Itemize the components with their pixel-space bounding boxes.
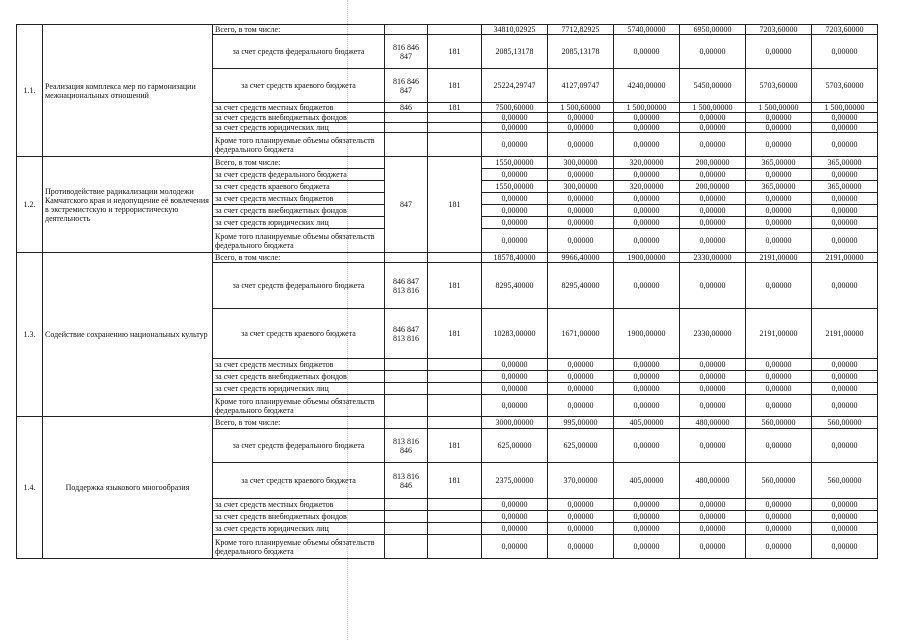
kbk-code: 816 846 847 [385, 69, 428, 103]
funding-source-label: за счет средств федерального бюджета [213, 263, 385, 309]
amount-cell: 1900,00000 [614, 253, 680, 263]
amount-cell: 0,00000 [746, 371, 812, 383]
amount-cell: 405,00000 [614, 417, 680, 429]
kbk-code [385, 359, 428, 371]
amount-cell: 2330,00000 [680, 253, 746, 263]
amount-cell: 0,00000 [746, 113, 812, 123]
amount-cell: 0,00000 [548, 395, 614, 417]
kbk-code [385, 123, 428, 133]
kbk-code: 846 847 813 816 [385, 309, 428, 359]
amount-cell: 0,00000 [812, 193, 878, 205]
amount-cell: 2085,13178 [548, 35, 614, 69]
amount-cell: 560,00000 [746, 463, 812, 499]
amount-cell: 0,00000 [746, 499, 812, 511]
amount-cell: 2330,00000 [680, 309, 746, 359]
grbs-code [428, 113, 482, 123]
measure-name: Противодействие радикализации молодежи Камчатского края и недопущение её вовлечения в экстремистскую и террористическую деятельность [43, 157, 213, 253]
amount-cell: 0,00000 [482, 113, 548, 123]
amount-cell: 365,00000 [746, 157, 812, 169]
amount-cell: 0,00000 [746, 535, 812, 559]
amount-cell: 625,00000 [548, 429, 614, 463]
amount-cell: 0,00000 [746, 169, 812, 181]
amount-cell: 0,00000 [746, 229, 812, 253]
amount-cell: 0,00000 [614, 133, 680, 157]
amount-cell: 320,00000 [614, 157, 680, 169]
budget-table [16, 24, 878, 559]
amount-cell: 0,00000 [482, 205, 548, 217]
amount-cell: 0,00000 [812, 383, 878, 395]
amount-cell: 0,00000 [812, 395, 878, 417]
amount-cell: 0,00000 [548, 123, 614, 133]
amount-cell: 625,00000 [482, 429, 548, 463]
amount-cell: 0,00000 [614, 263, 680, 309]
amount-cell: 0,00000 [482, 535, 548, 559]
amount-cell: 0,00000 [746, 511, 812, 523]
amount-cell: 0,00000 [680, 383, 746, 395]
grbs-code [428, 511, 482, 523]
grbs-code: 181 [428, 35, 482, 69]
amount-cell: 0,00000 [548, 359, 614, 371]
table-row [17, 157, 878, 169]
item-number: 1.1. [17, 25, 43, 157]
amount-cell: 405,00000 [614, 463, 680, 499]
item-number: 1.3. [17, 253, 43, 417]
amount-cell: 300,00000 [548, 181, 614, 193]
amount-cell: 4127,09747 [548, 69, 614, 103]
funding-source-label: за счет средств юридических лиц [213, 123, 385, 133]
amount-cell: 0,00000 [482, 395, 548, 417]
amount-cell: 0,00000 [614, 193, 680, 205]
funding-source-label: за счет средств юридических лиц [213, 217, 385, 229]
amount-cell: 1671,00000 [548, 309, 614, 359]
amount-cell: 0,00000 [614, 205, 680, 217]
amount-cell: 0,00000 [746, 359, 812, 371]
amount-cell: 0,00000 [482, 511, 548, 523]
amount-cell: 560,00000 [812, 463, 878, 499]
kbk-code: 816 846 847 [385, 35, 428, 69]
amount-cell: 0,00000 [614, 229, 680, 253]
amount-cell: 7203,60000 [812, 25, 878, 35]
grbs-code [428, 123, 482, 133]
amount-cell: 0,00000 [548, 133, 614, 157]
amount-cell: 34810,02925 [482, 25, 548, 35]
amount-cell: 0,00000 [680, 35, 746, 69]
amount-cell: 18578,40000 [482, 253, 548, 263]
amount-cell: 0,00000 [812, 229, 878, 253]
amount-cell: 1 500,60000 [548, 103, 614, 113]
amount-cell: 0,00000 [614, 217, 680, 229]
amount-cell: 995,00000 [548, 417, 614, 429]
grbs-code: 181 [428, 309, 482, 359]
kbk-code [385, 25, 428, 35]
amount-cell: 0,00000 [548, 511, 614, 523]
amount-cell: 2375,00000 [482, 463, 548, 499]
amount-cell: 0,00000 [614, 395, 680, 417]
amount-cell: 25224,29747 [482, 69, 548, 103]
funding-source-label: Всего, в том числе: [213, 253, 385, 263]
measure-name: Поддержка языкового многообразия [43, 417, 213, 559]
amount-cell: 0,00000 [680, 169, 746, 181]
amount-cell: 2085,13178 [482, 35, 548, 69]
grbs-code: 181 [428, 463, 482, 499]
grbs-code [428, 383, 482, 395]
kbk-code [385, 253, 428, 263]
amount-cell: 365,00000 [746, 181, 812, 193]
grbs-code [428, 133, 482, 157]
amount-cell: 8295,40000 [482, 263, 548, 309]
amount-cell: 0,00000 [614, 499, 680, 511]
amount-cell: 0,00000 [812, 371, 878, 383]
amount-cell: 0,00000 [746, 429, 812, 463]
amount-cell: 0,00000 [746, 523, 812, 535]
amount-cell: 0,00000 [812, 123, 878, 133]
funding-source-label: за счет средств местных бюджетов [213, 499, 385, 511]
amount-cell: 7712,82925 [548, 25, 614, 35]
funding-source-label: за счет средств юридических лиц [213, 523, 385, 535]
funding-source-label: за счет средств местных бюджетов [213, 103, 385, 113]
amount-cell: 0,00000 [614, 511, 680, 523]
amount-cell: 0,00000 [548, 229, 614, 253]
grbs-code [428, 359, 482, 371]
amount-cell: 7203,60000 [746, 25, 812, 35]
amount-cell: 1 500,00000 [680, 103, 746, 113]
amount-cell: 4240,00000 [614, 69, 680, 103]
amount-cell: 365,00000 [812, 157, 878, 169]
amount-cell: 0,00000 [482, 123, 548, 133]
amount-cell: 0,00000 [680, 511, 746, 523]
amount-cell: 2191,00000 [746, 309, 812, 359]
amount-cell: 0,00000 [548, 169, 614, 181]
funding-source-label: за счет средств краевого бюджета [213, 181, 385, 193]
grbs-code: 181 [428, 69, 482, 103]
amount-cell: 0,00000 [746, 263, 812, 309]
amount-cell: 0,00000 [812, 35, 878, 69]
amount-cell: 200,00000 [680, 181, 746, 193]
amount-cell: 0,00000 [548, 499, 614, 511]
amount-cell: 365,00000 [812, 181, 878, 193]
amount-cell: 0,00000 [812, 263, 878, 309]
amount-cell: 0,00000 [746, 35, 812, 69]
amount-cell: 560,00000 [812, 417, 878, 429]
amount-cell: 7500,60000 [482, 103, 548, 113]
amount-cell: 0,00000 [812, 359, 878, 371]
kbk-code: 846 847 813 816 [385, 263, 428, 309]
amount-cell: 0,00000 [614, 535, 680, 559]
amount-cell: 0,00000 [680, 217, 746, 229]
amount-cell: 10283,00000 [482, 309, 548, 359]
amount-cell: 480,00000 [680, 463, 746, 499]
amount-cell: 0,00000 [746, 383, 812, 395]
amount-cell: 0,00000 [548, 523, 614, 535]
amount-cell: 8295,40000 [548, 263, 614, 309]
amount-cell: 0,00000 [812, 511, 878, 523]
amount-cell: 0,00000 [482, 371, 548, 383]
amount-cell: 0,00000 [680, 371, 746, 383]
amount-cell: 0,00000 [680, 263, 746, 309]
kbk-code [385, 499, 428, 511]
amount-cell: 480,00000 [680, 417, 746, 429]
amount-cell: 0,00000 [614, 359, 680, 371]
amount-cell: 200,00000 [680, 157, 746, 169]
amount-cell: 5703,60000 [746, 69, 812, 103]
item-number: 1.4. [17, 417, 43, 559]
grbs-code [428, 523, 482, 535]
grbs-code: 181 [428, 103, 482, 113]
amount-cell: 0,00000 [614, 523, 680, 535]
measure-name: Содействие сохранению национальных культур [43, 253, 213, 417]
amount-cell: 6950,00000 [680, 25, 746, 35]
amount-cell: 0,00000 [680, 429, 746, 463]
amount-cell: 0,00000 [680, 499, 746, 511]
kbk-code [385, 535, 428, 559]
amount-cell: 0,00000 [482, 217, 548, 229]
grbs-code: 181 [428, 263, 482, 309]
amount-cell: 0,00000 [614, 383, 680, 395]
amount-cell: 5450,00000 [680, 69, 746, 103]
amount-cell: 0,00000 [746, 193, 812, 205]
amount-cell: 0,00000 [680, 205, 746, 217]
amount-cell: 0,00000 [482, 383, 548, 395]
funding-source-label: за счет средств внебюджетных фондов [213, 205, 385, 217]
funding-source-label: Всего, в том числе: [213, 157, 385, 169]
amount-cell: 1550,00000 [482, 181, 548, 193]
grbs-code [428, 417, 482, 429]
amount-cell: 1 500,00000 [812, 103, 878, 113]
amount-cell: 2191,00000 [812, 253, 878, 263]
grbs-code [428, 25, 482, 35]
kbk-code [385, 133, 428, 157]
grbs-code [428, 371, 482, 383]
funding-source-label: за счет средств внебюджетных фондов [213, 511, 385, 523]
funding-source-label: за счет средств внебюджетных фондов [213, 113, 385, 123]
amount-cell: 0,00000 [746, 123, 812, 133]
amount-cell: 0,00000 [548, 371, 614, 383]
funding-source-label: за счет средств краевого бюджета [213, 309, 385, 359]
amount-cell: 5703,60000 [812, 69, 878, 103]
amount-cell: 0,00000 [548, 383, 614, 395]
amount-cell: 9966,40000 [548, 253, 614, 263]
amount-cell: 0,00000 [614, 113, 680, 123]
amount-cell: 1550,00000 [482, 157, 548, 169]
amount-cell: 0,00000 [746, 217, 812, 229]
amount-cell: 0,00000 [548, 193, 614, 205]
kbk-code [385, 371, 428, 383]
funding-source-label: за счет средств краевого бюджета [213, 463, 385, 499]
amount-cell: 0,00000 [680, 229, 746, 253]
funding-source-label: за счет средств внебюджетных фондов [213, 371, 385, 383]
kbk-code [385, 395, 428, 417]
grbs-code [428, 535, 482, 559]
funding-source-label: Кроме того планируемые объемы обязательств федерального бюджета [213, 535, 385, 559]
amount-cell: 0,00000 [482, 133, 548, 157]
amount-cell: 0,00000 [614, 371, 680, 383]
funding-source-label: за счет средств местных бюджетов [213, 359, 385, 371]
amount-cell: 3000,00000 [482, 417, 548, 429]
amount-cell: 0,00000 [614, 169, 680, 181]
amount-cell: 1900,00000 [614, 309, 680, 359]
amount-cell: 560,00000 [746, 417, 812, 429]
funding-source-label: Кроме того планируемые объемы обязательств федерального бюджета [213, 133, 385, 157]
amount-cell: 0,00000 [812, 523, 878, 535]
funding-source-label: Всего, в том числе: [213, 417, 385, 429]
funding-source-label: за счет средств федерального бюджета [213, 35, 385, 69]
kbk-code [385, 523, 428, 535]
funding-source-label: за счет средств юридических лиц [213, 383, 385, 395]
amount-cell: 2191,00000 [812, 309, 878, 359]
item-number: 1.2. [17, 157, 43, 253]
grbs-code: 181 [428, 429, 482, 463]
table-row [17, 417, 878, 429]
kbk-code [385, 417, 428, 429]
amount-cell: 300,00000 [548, 157, 614, 169]
kbk-code: 846 [385, 103, 428, 113]
amount-cell: 0,00000 [680, 193, 746, 205]
amount-cell: 0,00000 [614, 429, 680, 463]
kbk-code [385, 383, 428, 395]
amount-cell: 0,00000 [812, 535, 878, 559]
amount-cell: 0,00000 [812, 113, 878, 123]
amount-cell: 0,00000 [812, 499, 878, 511]
amount-cell: 2191,00000 [746, 253, 812, 263]
kbk-code: 813 816 846 [385, 429, 428, 463]
amount-cell: 0,00000 [548, 205, 614, 217]
amount-cell: 0,00000 [812, 217, 878, 229]
table-row [17, 25, 878, 35]
amount-cell: 370,00000 [548, 463, 614, 499]
amount-cell: 0,00000 [614, 35, 680, 69]
amount-cell: 0,00000 [680, 395, 746, 417]
amount-cell: 0,00000 [482, 193, 548, 205]
amount-cell: 0,00000 [746, 133, 812, 157]
amount-cell: 0,00000 [482, 169, 548, 181]
grbs-code [428, 499, 482, 511]
amount-cell: 320,00000 [614, 181, 680, 193]
amount-cell: 0,00000 [746, 205, 812, 217]
funding-source-label: Всего, в том числе: [213, 25, 385, 35]
grbs-code: 181 [428, 157, 482, 253]
amount-cell: 1 500,00000 [614, 103, 680, 113]
amount-cell: 0,00000 [482, 499, 548, 511]
amount-cell: 0,00000 [482, 229, 548, 253]
amount-cell: 0,00000 [680, 535, 746, 559]
amount-cell: 0,00000 [614, 123, 680, 133]
grbs-code [428, 395, 482, 417]
funding-source-label: Кроме того планируемые объемы обязательств федерального бюджета [213, 395, 385, 417]
amount-cell: 0,00000 [812, 169, 878, 181]
kbk-code [385, 511, 428, 523]
measure-name: Реализация комплекса мер по гармонизации межнациональных отношений [43, 25, 213, 157]
kbk-code [385, 113, 428, 123]
amount-cell: 0,00000 [482, 523, 548, 535]
amount-cell: 0,00000 [680, 113, 746, 123]
amount-cell: 0,00000 [812, 133, 878, 157]
amount-cell: 0,00000 [680, 123, 746, 133]
amount-cell: 0,00000 [482, 359, 548, 371]
grbs-code [428, 253, 482, 263]
amount-cell: 0,00000 [746, 395, 812, 417]
funding-source-label: за счет средств краевого бюджета [213, 69, 385, 103]
amount-cell: 0,00000 [680, 523, 746, 535]
funding-source-label: за счет средств местных бюджетов [213, 193, 385, 205]
amount-cell: 0,00000 [812, 205, 878, 217]
amount-cell: 0,00000 [548, 217, 614, 229]
amount-cell: 1 500,00000 [746, 103, 812, 113]
table-row [17, 253, 878, 263]
kbk-code: 813 816 846 [385, 463, 428, 499]
amount-cell: 5740,00000 [614, 25, 680, 35]
funding-source-label: за счет средств федерального бюджета [213, 169, 385, 181]
amount-cell: 0,00000 [680, 133, 746, 157]
amount-cell: 0,00000 [548, 113, 614, 123]
funding-source-label: за счет средств федерального бюджета [213, 429, 385, 463]
funding-source-label: Кроме того планируемые объемы обязательств федерального бюджета [213, 229, 385, 253]
amount-cell: 0,00000 [548, 535, 614, 559]
amount-cell: 0,00000 [680, 359, 746, 371]
amount-cell: 0,00000 [812, 429, 878, 463]
kbk-code: 847 [385, 157, 428, 253]
